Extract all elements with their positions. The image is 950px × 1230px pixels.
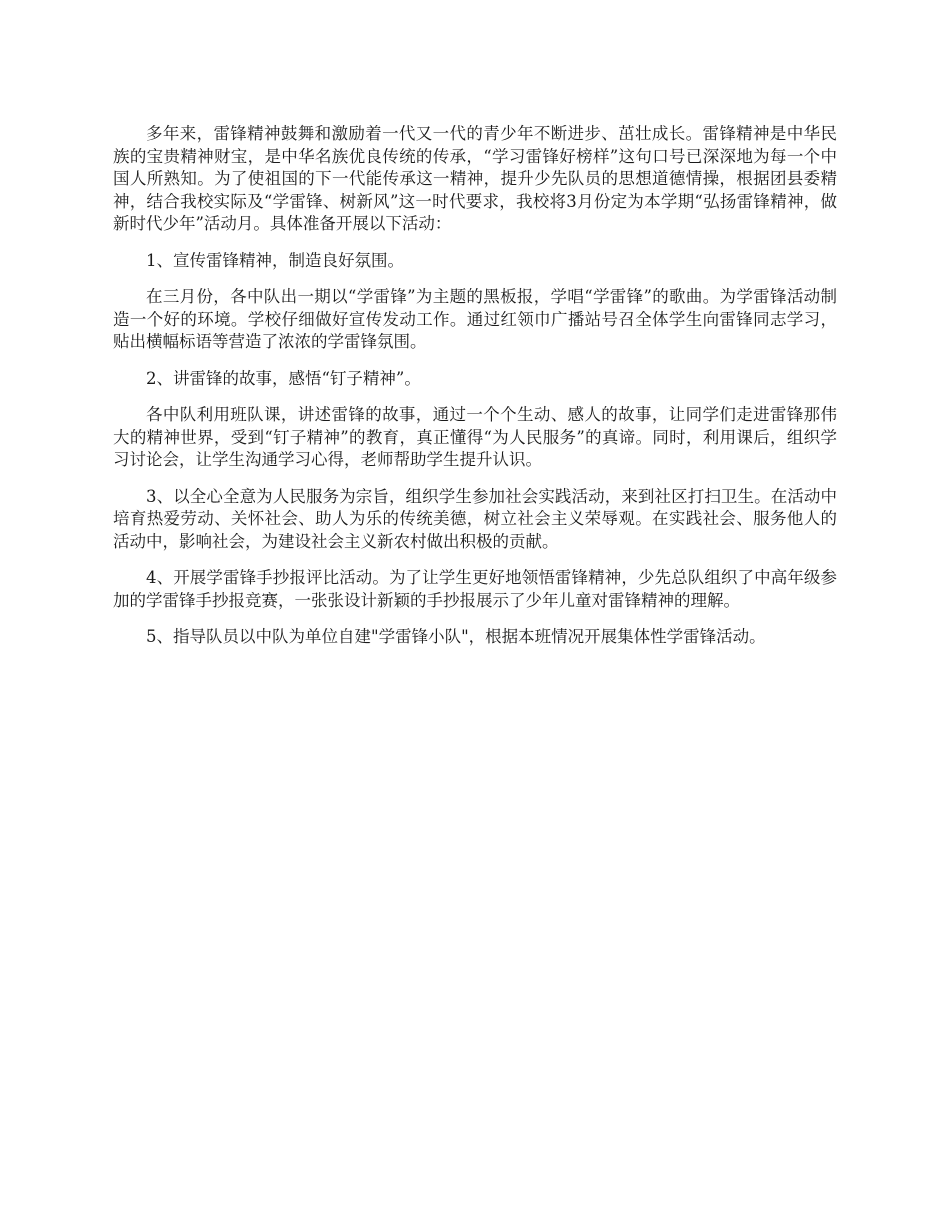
section-item-3: 3、以全心全意为人民服务为宗旨，组织学生参加社会实践活动，来到社区打扫卫生。在活动中培育热爱劳动、关怀社会、助人为乐的传统美德，树立社会主义荣辱观。在实践社会、服务他人的活动中，影响社会，为建设社会主义新农村做出积极的贡献。 [113,486,837,551]
document-body [113,123,837,663]
section-item-4: 4、开展学雷锋手抄报评比活动。为了让学生更好地领悟雷锋精神，少先总队组织了中高年级参加的学雷锋手抄报竞赛，一张张设计新颖的手抄报展示了少年儿童对雷锋精神的理解。 [113,568,837,610]
section-heading-2: 2、讲雷锋的故事，感悟“钉子精神”。 [146,368,421,388]
section-item-5: 5、指导队员以中队为单位自建"学雷锋小队"，根据本班情况开展集体性学雷锋活动。 [146,627,766,646]
section-body-2: 各中队利用班队课，讲述雷锋的故事，通过一个个生动、感人的故事，让同学们走进雷锋那伟大的精神世界，受到“钉子精神”的教育，真正懂得“为人民服务”的真谛。同时，利用课后，组织学习讨论会，让学生沟通学习心得，老师帮助学生提升认识。 [113,405,837,469]
intro-paragraph: 多年来，雷锋精神鼓舞和激励着一代又一代的青少年不断进步、茁壮成长。雷锋精神是中华民族的宝贵精神财宝，是中华名族优良传统的传承，“学习雷锋好榜样”这句口号已深深地为每一个中国人所熟知。为了使祖国的下一代能传承这一精神，提升少先队员的思想道德情操，根据团县委精神，结合我校实际及“学雷锋、树新风”这一时代要求，我校将3月份定为本学期“弘扬雷锋精神，做新时代少年”活动月。具体准备开展以下活动： [113,124,837,233]
section-body-1: 在三月份，各中队出一期以“学雷锋”为主题的黑板报，学唱“学雷锋”的歌曲。为学雷锋活动制造一个好的环境。学校仔细做好宣传发动工作。通过红领巾广播站号召全体学生向雷锋同志学习，贴出横幅标语等营造了浓浓的学雷锋氛围。 [113,287,837,351]
section-heading-1: 1、宣传雷锋精神，制造良好氛围。 [146,250,404,270]
